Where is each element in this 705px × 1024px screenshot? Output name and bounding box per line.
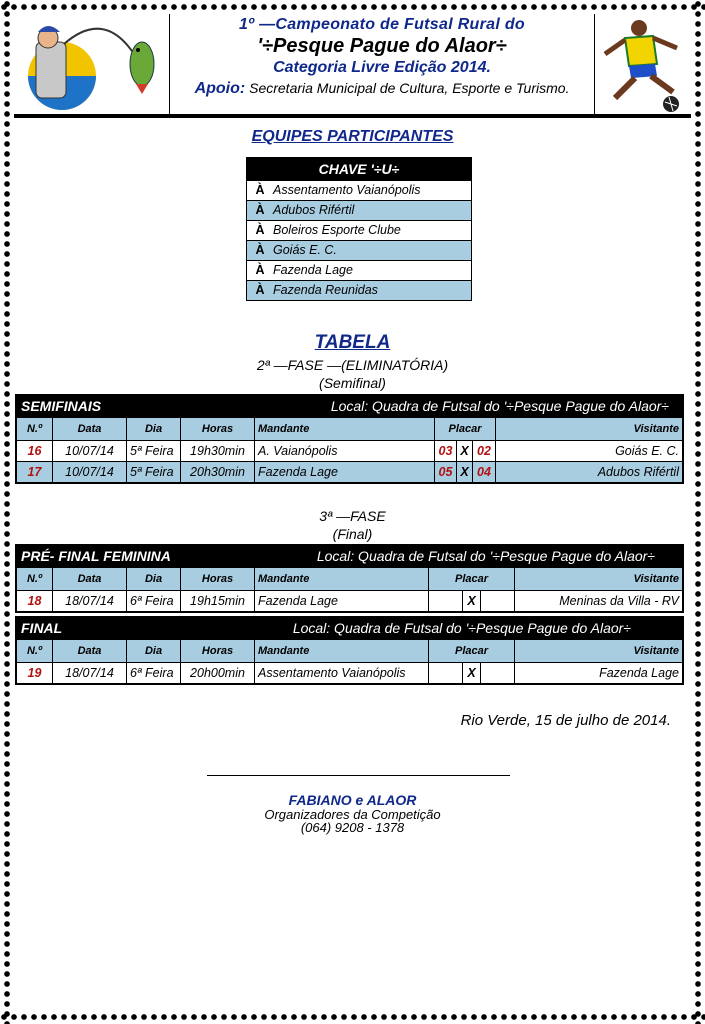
- team-row: [247, 180, 471, 200]
- match-hours: 20h00min: [181, 663, 255, 684]
- away-score: [481, 663, 515, 684]
- home-score: [429, 663, 463, 684]
- team-name: Fazenda Lage: [273, 263, 353, 277]
- team-row: [247, 280, 471, 300]
- organizer-phone: (064) 9208 - 1378: [300, 820, 405, 835]
- teams-table: [246, 157, 472, 301]
- team-row: [247, 240, 471, 260]
- support-label: Apoio:: [194, 80, 246, 97]
- team-row: [247, 220, 471, 240]
- away-team: Goiás E. C.: [496, 441, 683, 462]
- page-header: [14, 14, 691, 114]
- home-score: 05: [435, 462, 457, 483]
- col-score: Placar: [435, 418, 496, 441]
- semifinals-table: [15, 394, 684, 484]
- home-score: [429, 591, 463, 612]
- match-number: 16: [17, 441, 53, 462]
- phase2-label: 2ª —FASE —(ELIMINATÓRIA): [256, 357, 449, 373]
- col-hours: Horas: [181, 640, 255, 663]
- bullet-icon: À: [255, 203, 265, 217]
- col-day: Dia: [127, 640, 181, 663]
- away-score: 04: [473, 462, 496, 483]
- col-score: Placar: [429, 640, 515, 663]
- header-titles: [172, 16, 592, 98]
- match-date: 18/07/14: [53, 591, 127, 612]
- team-name: Boleiros Esporte Clube: [273, 223, 401, 237]
- border-bottom-decoration: [0, 1011, 705, 1023]
- match-number: 17: [17, 462, 53, 483]
- semifinals-location: Local: Quadra de Futsal do '÷Pesque Pague do Alaor÷: [330, 398, 669, 414]
- border-top-decoration: [0, 1, 705, 13]
- col-day: Dia: [127, 418, 181, 441]
- team-row: [247, 260, 471, 280]
- match-hours: 19h15min: [181, 591, 255, 612]
- prefinal-location: Local: Quadra de Futsal do '÷Pesque Pague do Alaor÷: [316, 548, 655, 564]
- col-hours: Horas: [181, 418, 255, 441]
- versus-mark: X: [457, 441, 473, 462]
- group-header: CHAVE '÷U÷: [247, 158, 471, 180]
- match-day: 5ª Feira: [127, 441, 181, 462]
- match-row: [17, 591, 683, 612]
- match-number: 18: [17, 591, 53, 612]
- match-date: 18/07/14: [53, 663, 127, 684]
- match-row: [17, 663, 683, 684]
- col-home: Mandante: [255, 568, 429, 591]
- place-date: Rio Verde, 15 de julho de 2014.: [460, 712, 671, 729]
- team-name: Adubos Rifértil: [273, 203, 355, 217]
- column-header-row: [17, 640, 683, 663]
- bullet-icon: À: [255, 263, 265, 277]
- fisherman-logo: [14, 14, 170, 114]
- venue-name: '÷Pesque Pague do Alaor÷: [257, 35, 507, 57]
- support-text: Secretaria Municipal de Cultura, Esporte e Turismo.: [245, 80, 570, 96]
- semifinals-label: SEMIFINAIS: [21, 398, 102, 414]
- team-name: Assentamento Vaianópolis: [273, 183, 421, 197]
- away-team: Adubos Rifértil: [496, 462, 683, 483]
- match-hours: 19h30min: [181, 441, 255, 462]
- match-day: 6ª Feira: [127, 591, 181, 612]
- teams-title: EQUIPES PARTICIPANTES: [251, 128, 454, 145]
- col-home: Mandante: [255, 640, 429, 663]
- home-team: Assentamento Vaianópolis: [255, 663, 429, 684]
- final-label: FINAL: [21, 620, 63, 636]
- col-away: Visitante: [496, 418, 683, 441]
- organizer-role: Organizadores da Competição: [264, 807, 441, 822]
- match-date: 10/07/14: [53, 462, 127, 483]
- player-logo: [594, 14, 691, 114]
- away-team: Meninas da Villa - RV: [515, 591, 683, 612]
- col-num: N.º: [17, 568, 53, 591]
- col-num: N.º: [17, 418, 53, 441]
- prefinal-bar: [16, 545, 683, 567]
- bullet-icon: À: [255, 223, 265, 237]
- phase2-sublabel: (Semifinal): [319, 375, 386, 391]
- team-name: Goiás E. C.: [273, 243, 337, 257]
- match-day: 6ª Feira: [127, 663, 181, 684]
- match-row: [17, 441, 683, 462]
- col-away: Visitante: [515, 568, 683, 591]
- versus-mark: X: [463, 591, 481, 612]
- semifinals-bar: [16, 395, 683, 417]
- away-team: Fazenda Lage: [515, 663, 683, 684]
- home-team: Fazenda Lage: [255, 462, 435, 483]
- match-day: 5ª Feira: [127, 462, 181, 483]
- team-name: Fazenda Reunidas: [273, 283, 378, 297]
- col-home: Mandante: [255, 418, 435, 441]
- championship-title: 1º —Campeonato de Futsal Rural do: [238, 16, 525, 33]
- home-team: Fazenda Lage: [255, 591, 429, 612]
- support-line: [172, 80, 592, 98]
- home-score: 03: [435, 441, 457, 462]
- team-row: [247, 200, 471, 220]
- final-bar: [16, 617, 683, 639]
- phase3-label: 3ª —FASE: [319, 508, 386, 524]
- signature-line: [207, 775, 510, 776]
- versus-mark: X: [463, 663, 481, 684]
- home-team: A. Vaianópolis: [255, 441, 435, 462]
- versus-mark: X: [457, 462, 473, 483]
- schedule-title: TABELA: [314, 332, 391, 353]
- bullet-icon: À: [255, 243, 265, 257]
- away-score: 02: [473, 441, 496, 462]
- header-divider: [14, 114, 691, 118]
- match-date: 10/07/14: [53, 441, 127, 462]
- bullet-icon: À: [255, 183, 265, 197]
- col-date: Data: [53, 568, 127, 591]
- bullet-icon: À: [255, 283, 265, 297]
- final-location: Local: Quadra de Futsal do '÷Pesque Pague do Alaor÷: [292, 620, 631, 636]
- col-hours: Horas: [181, 568, 255, 591]
- column-header-row: [17, 418, 683, 441]
- col-date: Data: [53, 418, 127, 441]
- final-table: [15, 616, 684, 685]
- match-row: [17, 462, 683, 483]
- match-number: 19: [17, 663, 53, 684]
- prefinal-label: PRÉ- FINAL FEMININA: [21, 548, 171, 564]
- col-score: Placar: [429, 568, 515, 591]
- col-away: Visitante: [515, 640, 683, 663]
- phase3-sublabel: (Final): [332, 526, 373, 542]
- prefinal-table: [15, 544, 684, 613]
- column-header-row: [17, 568, 683, 591]
- organizer-names: FABIANO e ALAOR: [288, 792, 417, 808]
- away-score: [481, 591, 515, 612]
- col-num: N.º: [17, 640, 53, 663]
- col-day: Dia: [127, 568, 181, 591]
- match-hours: 20h30min: [181, 462, 255, 483]
- category-edition: Categoria Livre Edição 2014.: [273, 59, 491, 76]
- col-date: Data: [53, 640, 127, 663]
